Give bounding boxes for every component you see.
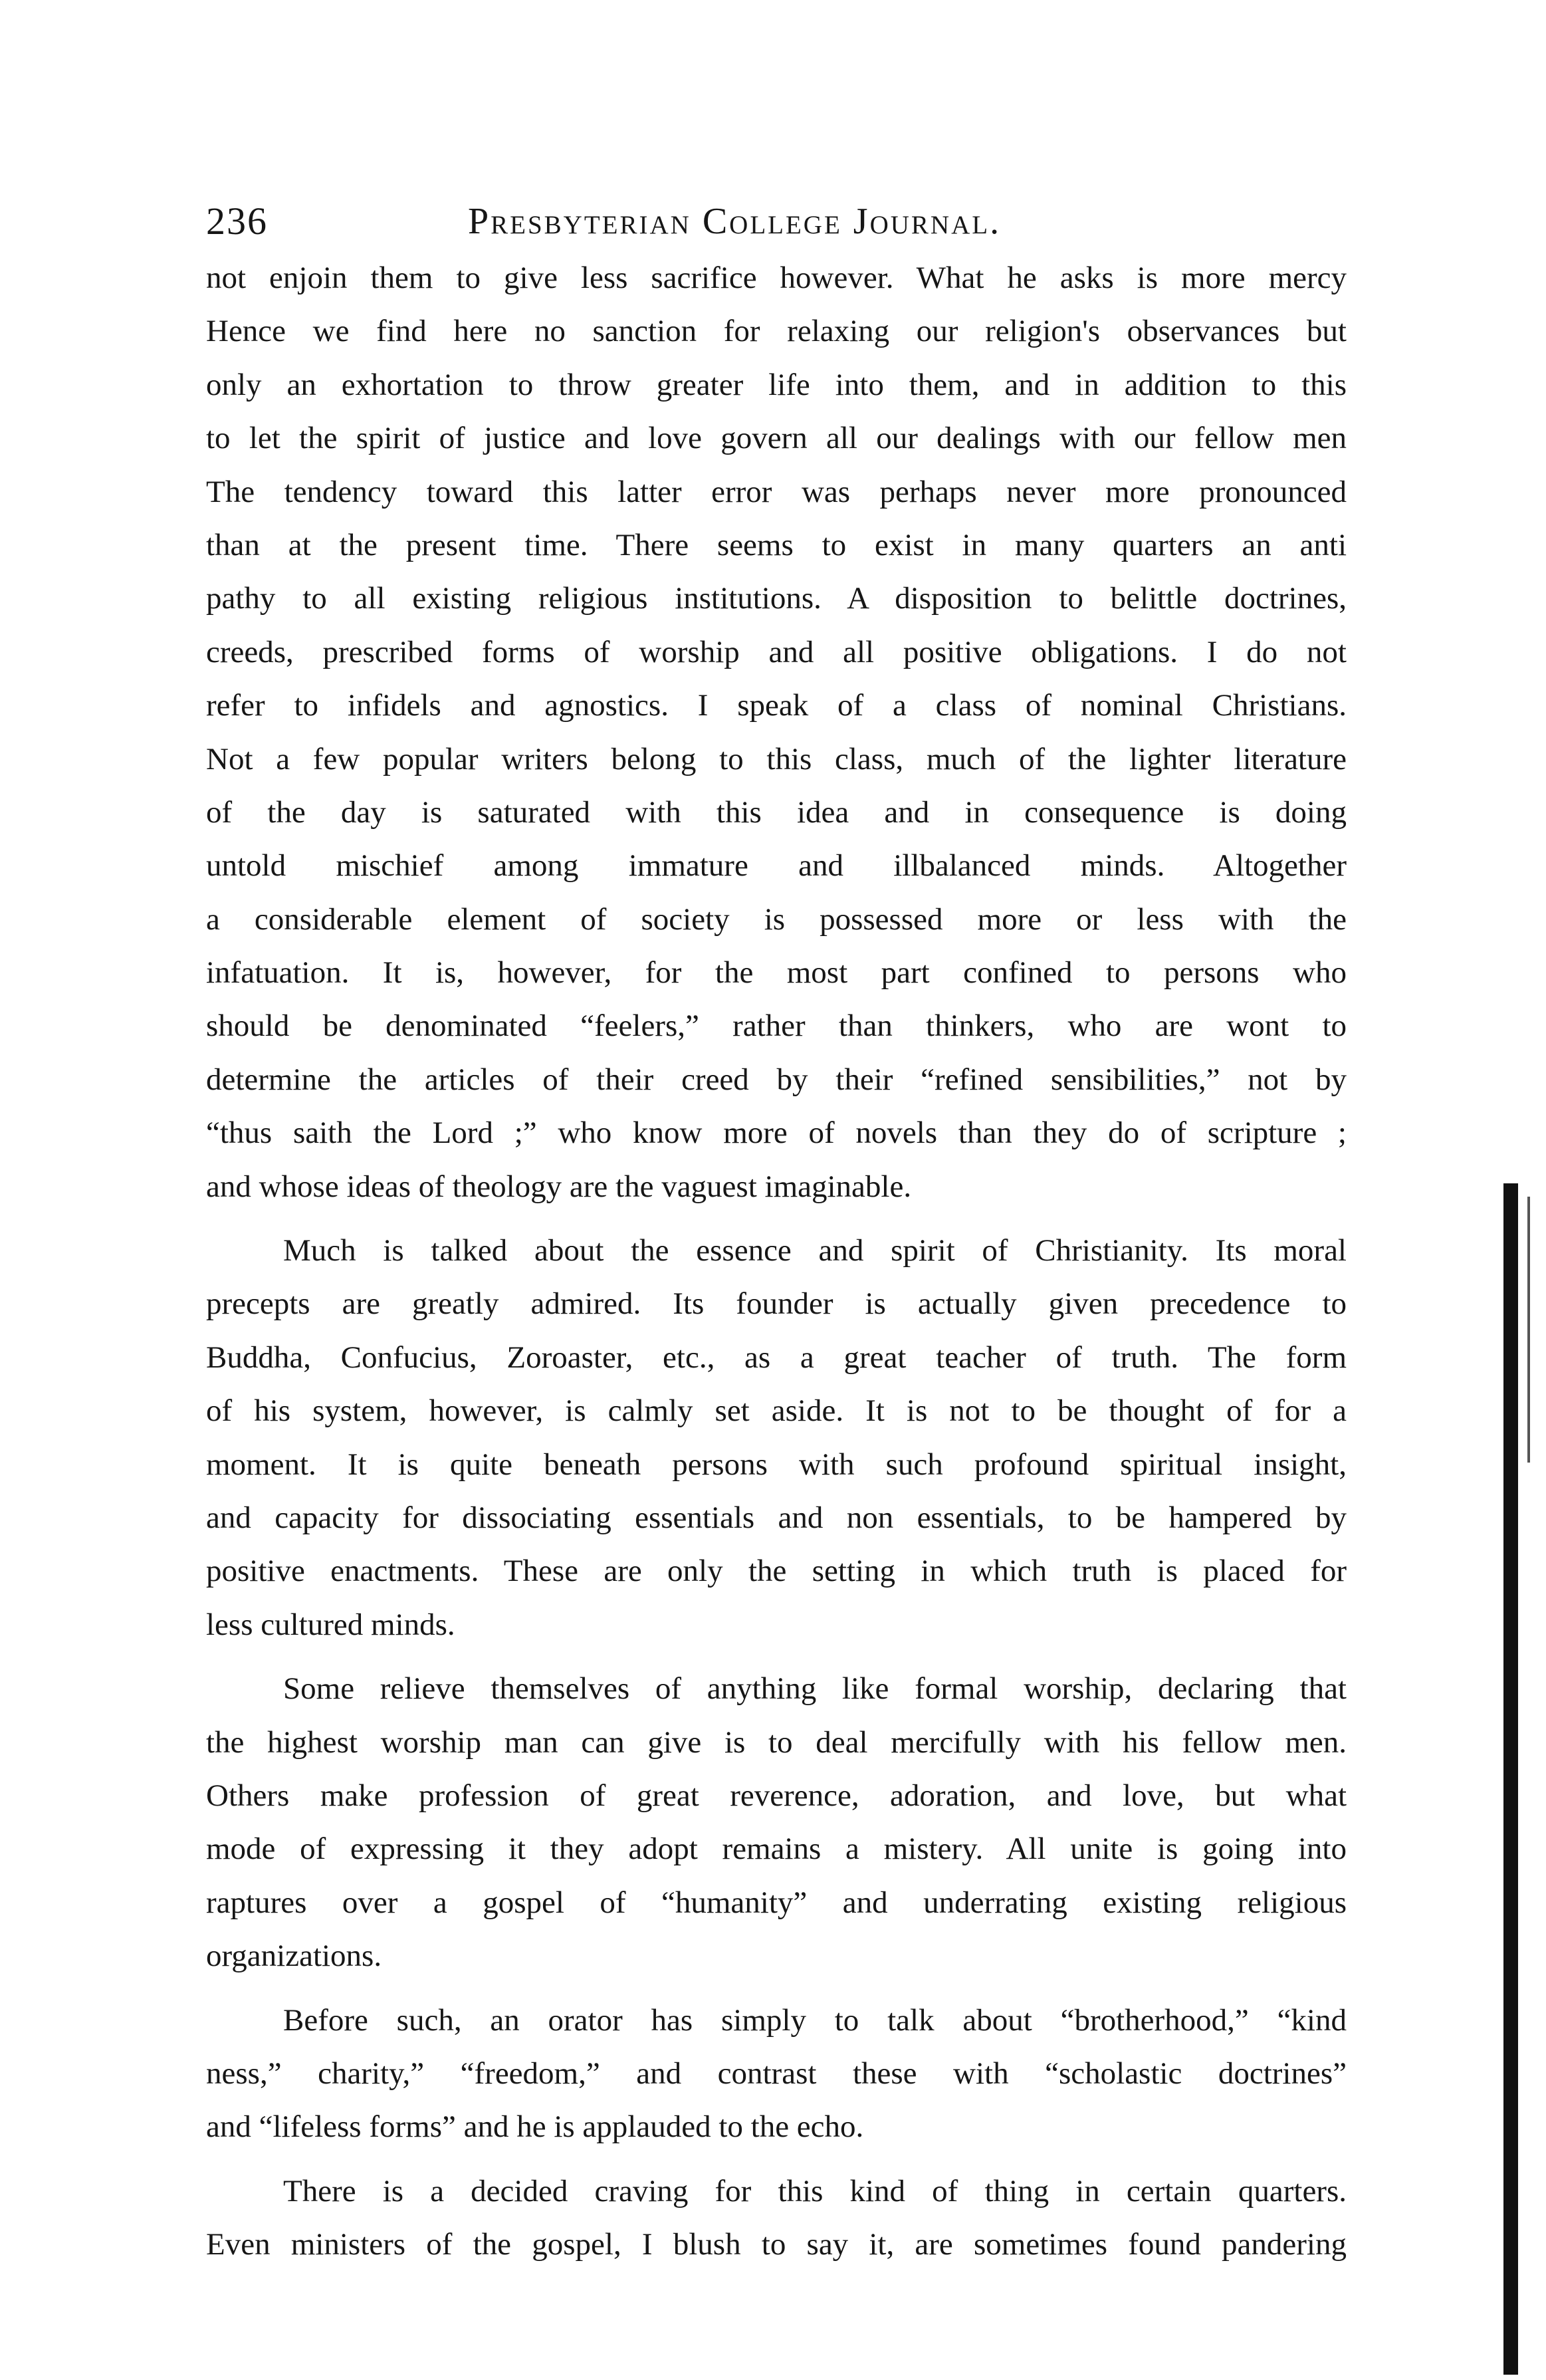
text-line: precepts are greatly admired. Its founder is actually given precedence to (206, 1286, 1347, 1322)
text-line: Much is talked about the essence and spirit of Christianity. Its moral (283, 1233, 1347, 1268)
text-line: Before such, an orator has simply to talk about “brotherhood,” “kind (283, 2002, 1347, 2038)
text-line: “thus saith the Lord ;” who know more of novels than they do of scripture ; (206, 1116, 1347, 1151)
paragraph-gap (206, 1983, 1347, 1994)
text-line: creeds, prescribed forms of worship and all positive obligations. I do not (206, 634, 1347, 669)
page-header (206, 191, 1243, 251)
margin-rule-thin (1527, 1197, 1530, 1463)
text-line: to let the spirit of justice and love govern all our dealings with our fellow men (206, 421, 1347, 456)
paragraph (206, 1224, 1347, 1651)
text-line: raptures over a gospel of “humanity” and underrating existing religious (206, 1885, 1347, 1920)
text-line: Others make profession of great reverence, adoration, and love, but what (206, 1778, 1347, 1813)
text-line: organizations. (206, 1939, 382, 1974)
text-line: only an exhortation to throw greater life into them, and in addition to this (206, 367, 1347, 402)
text-line: infatuation. It is, however, for the most part confined to persons who (206, 955, 1347, 991)
text-line: than at the present time. There seems to exist in many quarters an anti (206, 527, 1347, 562)
text-line: mode of expressing it they adopt remains a mistery. All unite is going into (206, 1832, 1347, 1867)
text-line: Even ministers of the gospel, I blush to say it, are sometimes found pandering (206, 2227, 1347, 2262)
text-line: should be denominated “feelers,” rather than thinkers, who are wont to (206, 1009, 1347, 1044)
text-line: There is a decided craving for this kind of thing in certain quarters. (283, 2173, 1347, 2208)
text-line: Buddha, Confucius, Zoroaster, etc., as a great teacher of truth. The form (206, 1340, 1347, 1375)
text-line: and whose ideas of theology are the vaguest imaginable. (206, 1169, 912, 1204)
running-title: Presbyterian College Journal. (468, 201, 1002, 242)
paragraph (206, 2165, 1347, 2272)
paragraph (206, 1662, 1347, 1982)
text-line: untold mischief among immature and illbalanced minds. Altogether (206, 848, 1347, 884)
text-line: Some relieve themselves of anything like formal worship, declaring that (283, 1671, 1347, 1707)
text-line: of his system, however, is calmly set aside. It is not to be thought of for a (206, 1393, 1347, 1429)
paragraph (206, 251, 1347, 1213)
text-line: and “lifeless forms” and he is applauded to the echo. (206, 2109, 864, 2145)
text-line: Hence we find here no sanction for relaxing our religion's observances but (206, 314, 1347, 349)
text-line: less cultured minds. (206, 1607, 455, 1642)
text-line: The tendency toward this latter error was perhaps never more pronounced (206, 474, 1347, 509)
paragraph (206, 1994, 1347, 2154)
text-line: not enjoin them to give less sacrifice however. What he asks is more mercy (206, 261, 1347, 295)
text-line: a considerable element of society is possessed more or less with the (206, 901, 1347, 937)
text-line: pathy to all existing religious institutions. A disposition to belittle doctrines, (206, 581, 1347, 616)
text-line: and capacity for dissociating essentials and non essentials, to be hampered by (206, 1500, 1347, 1535)
text-line: moment. It is quite beneath persons with such profound spiritual insight, (206, 1447, 1347, 1482)
text-line: positive enactments. These are only the setting in which truth is placed for (206, 1554, 1347, 1589)
text-line: ness,” charity,” “freedom,” and contrast these with “scholastic doctrines” (206, 2056, 1347, 2091)
page-number: 236 (206, 199, 268, 243)
body-text (206, 251, 1347, 2271)
margin-rule (1503, 1183, 1518, 2375)
paragraph-gap (206, 2154, 1347, 2165)
paragraph-gap (206, 1213, 1347, 1224)
text-line: the highest worship man can give is to deal mercifully with his fellow men. (206, 1725, 1347, 1760)
paragraph-gap (206, 1651, 1347, 1662)
text-line: refer to infidels and agnostics. I speak of a class of nominal Christians. (206, 688, 1347, 723)
text-line: of the day is saturated with this idea and in consequence is doing (206, 794, 1347, 830)
text-line: determine the articles of their creed by their “refined sensibilities,” not by (206, 1062, 1347, 1097)
text-line: Not a few popular writers belong to this class, much of the lighter literature (206, 741, 1347, 776)
